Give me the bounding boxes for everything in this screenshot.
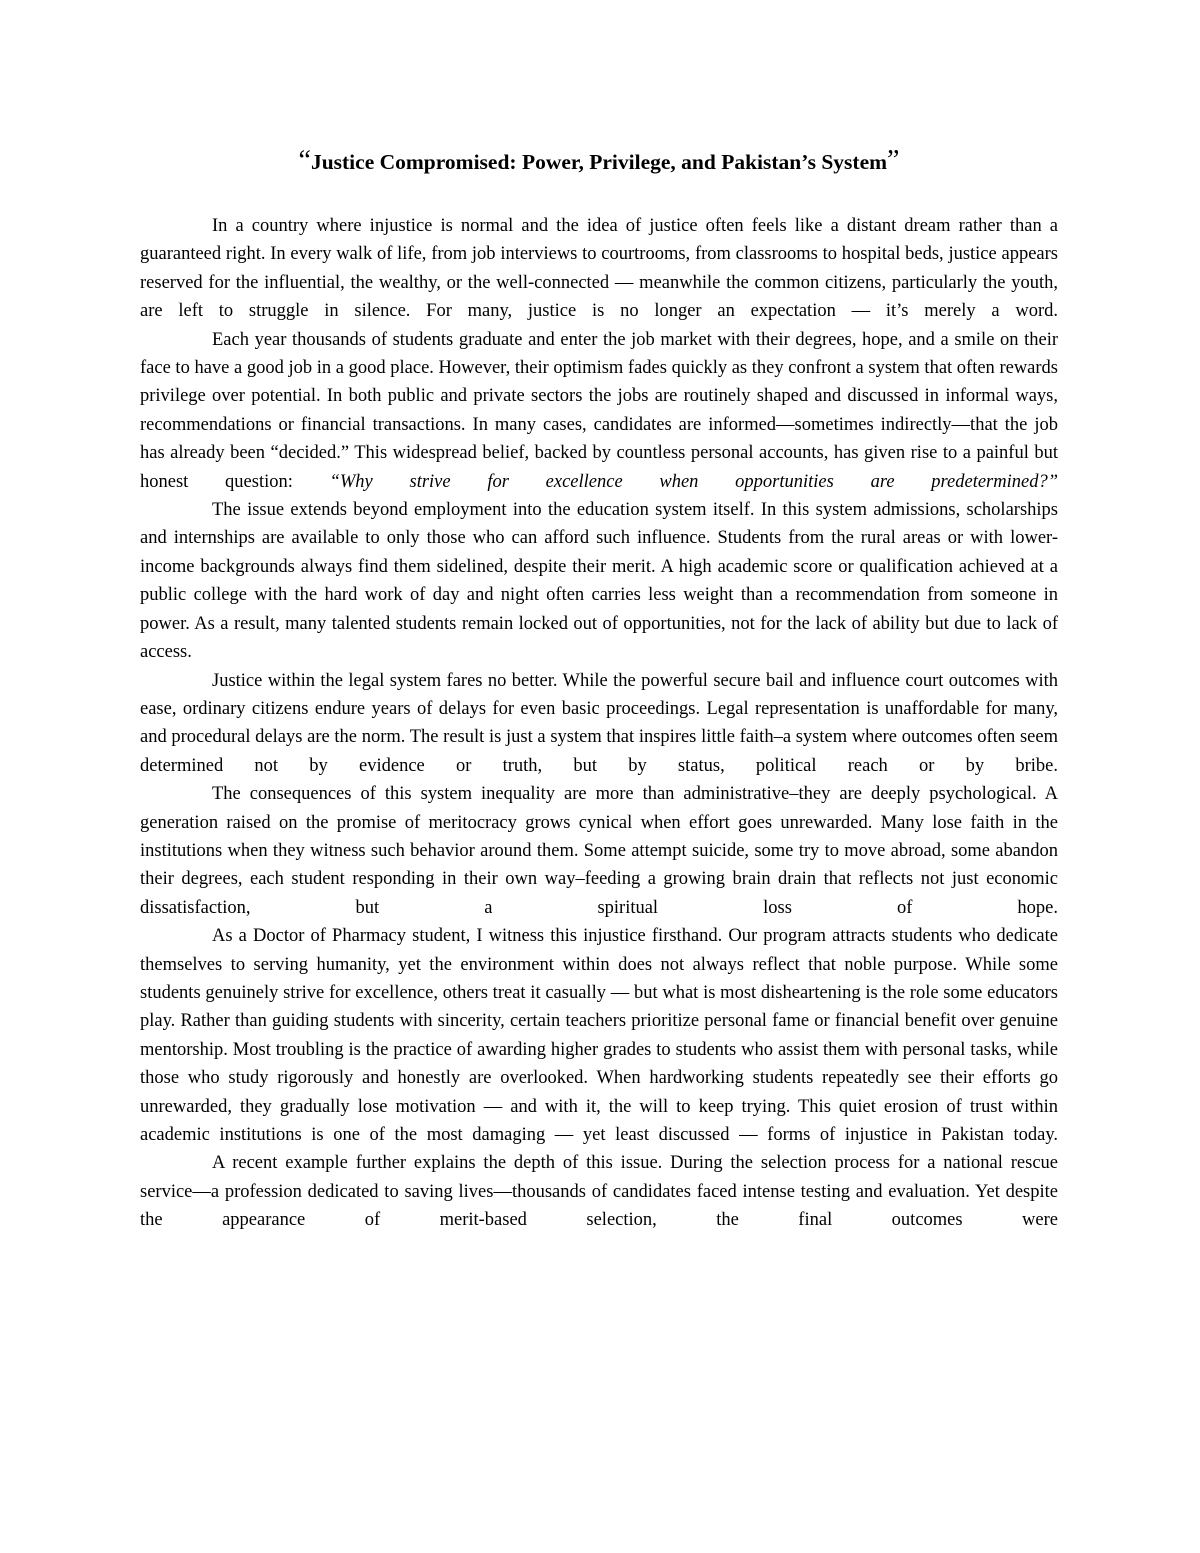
paragraph-2-quote: “Why strive for excellence when opportunities are predetermined?” (329, 471, 1059, 492)
paragraph-2 (140, 326, 1058, 496)
page-title (140, 146, 1058, 177)
paragraph-2-text: Each year thousands of students graduate and enter the job market with their degrees, hope, and a smile on their face to have a good job in a good place. However, their optimism fades quickly as they confront a system that often rewards privilege over potential. In both public and private sectors the jobs are routinely shaped and discussed in informal ways, recommendations or financial transactions. In many cases, candidates are informed—sometimes indirectly—that the job has already been “decided.” This widespread belief, backed by countless personal accounts, has given rise to a painful but honest question: (140, 329, 1058, 492)
article-body (140, 212, 1058, 1235)
paragraph-7: A recent example further explains the depth of this issue. During the selection process for a national rescue service—a profession dedicated to saving lives—thousands of candidates faced intense testing and evaluation. Yet despite the appearance of merit-based selection, the final outcomes were (140, 1153, 1058, 1231)
title-close-quote: ” (887, 145, 900, 176)
paragraph-1: In a country where injustice is normal and the idea of justice often feels like a distant dream rather than a guaranteed right. In every walk of life, from job interviews to courtrooms, from classrooms to hospital beds, justice appears reserved for the influential, the wealthy, or the well-connected — meanwhile the common citizens, particularly the youth, are left to struggle in silence. For many, justice is no longer an expectation — it’s merely a word. (140, 216, 1058, 322)
paragraph-4: Justice within the legal system fares no better. While the powerful secure bail and influence court outcomes with ease, ordinary citizens endure years of delays for even basic proceedings. Legal representation is unaffordable for many, and procedural delays are the norm. The result is just a system that inspires little faith–a system where outcomes often seem determined not by evidence or truth, but by status, political reach or by bribe. (140, 670, 1058, 776)
paragraph-3: The issue extends beyond employment into the education system itself. In this system admissions, scholarships and internships are available to only those who can afford such influence. Students from the rural areas or with lower-income backgrounds always find them sidelined, despite their merit. A high academic score or qualification achieved at a public college with the hard work of day and night often carries less weight than a recommendation from someone in power. As a result, many talented students remain locked out of opportunities, not for the lack of ability but due to lack of access. (140, 500, 1058, 663)
paragraph-6: As a Doctor of Pharmacy student, I witness this injustice firsthand. Our program attracts students who dedicate themselves to serving humanity, yet the environment within does not always reflect that noble purpose. While some students genuinely strive for excellence, others treat it casually — but what is most disheartening is the role some educators play. Rather than guiding students with sincerity, certain teachers prioritize personal fame or financial benefit over genuine mentorship. Most troubling is the practice of awarding higher grades to students who assist them with personal tasks, while those who study rigorously and honestly are overlooked. When hardworking students repeatedly see their efforts go unrewarded, they gradually lose motivation — and with it, the will to keep trying. This quiet erosion of trust within academic institutions is one of the most damaging — yet least discussed — forms of injustice in Pakistan today. (140, 926, 1058, 1145)
title-text: Justice Compromised: Power, Privilege, and Pakistan’s System (310, 150, 888, 174)
paragraph-5: The consequences of this system inequality are more than administrative–they are deeply psychological. A generation raised on the promise of meritocracy grows cynical when effort goes unrewarded. Many lose faith in the institutions when they witness such behavior around them. Some attempt suicide, some try to move abroad, some abandon their degrees, each student responding in their own way–feeding a growing brain drain that reflects not just economic dissatisfaction, but a spiritual loss of hope. (140, 784, 1058, 918)
title-open-quote: “ (298, 145, 311, 176)
